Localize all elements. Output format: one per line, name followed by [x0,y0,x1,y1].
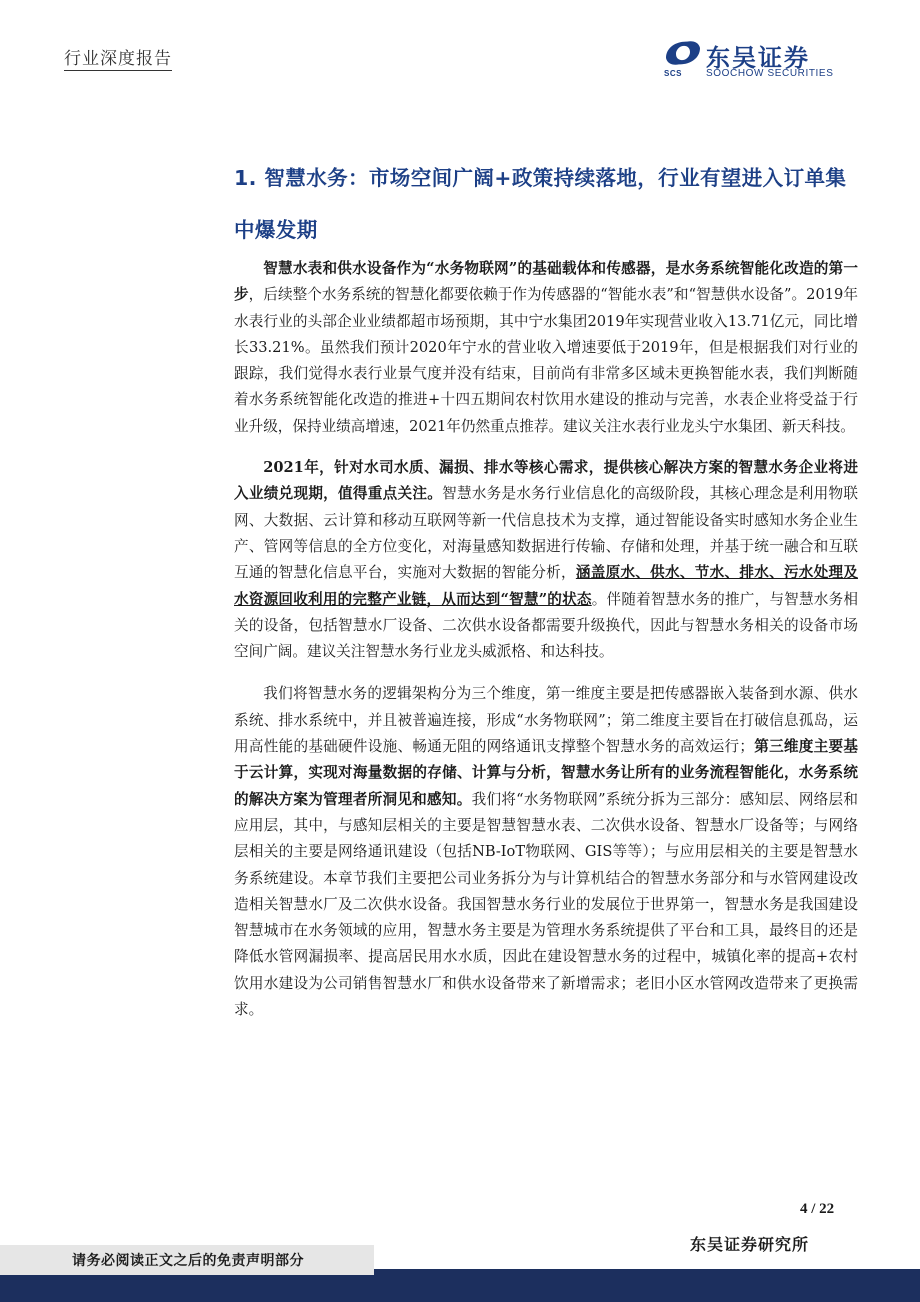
disclaimer-notice [0,1245,374,1275]
p3-bold-highlight: 第三维度主要基于云计算，实现对海量数据的存储、计算与分析，智慧水务让所有的业务流程智能化，水务系统的解决方案为管理者所洞见和感知。 [234,738,858,808]
page-number: 4 / 22 [800,1201,835,1217]
soochow-logo-icon [662,36,704,70]
p1-text: ，后续整个水务系统的智慧化都要依赖于作为传感器的“智能水表”和“智慧供水设备”。2019年水表行业的头部企业业绩都超市场预期，其中宁水集团2019年实现营业收入13.71亿元，同比增长33.21%。虽然我们预计2020年宁水的营业收入增速要低于2019年，但是根据我们对行业的跟踪，我们觉得水表行业景气度并没有结束，目前尚有非常多区域未更换智能水表，我们判断随着水务系统智能化改造的推进+十四五期间农村饮用水建设的推动与完善，水表企业将受益于行业升级，保持业绩高增速，2021年仍然重点推荐。建议关注水表行业龙头宁水集团、新天科技。 [234,286,858,435]
paragraph-smart-water-meters [234,256,858,440]
research-institute-name: 东吴证券研究所 [690,1235,810,1254]
p2-text-2: 。伴随着智慧水务的推广，与智慧水务相关的设备，包括智慧水厂设备、二次供水设备都需要升级换代，因此与智慧水务相关的设备市场空间广阔。建议关注智慧水务行业龙头威派格、和达科技。 [234,590,858,661]
report-body [234,256,858,1038]
paragraph-smart-water-2021 [234,455,858,665]
p2-bold-lead: 2021年，针对水司水质、漏损、排水等核心需求，提供核心解决方案的智慧水务企业将进入业绩兑现期，值得重点关注。 [234,459,858,503]
logo-chinese-name: 东吴证券 [706,44,810,72]
p3-text-1: 我们将智慧水务的逻辑架构分为三个维度，第一维度主要是把传感器嵌入装备到水源、供水系统、排水系统中，并且被普遍连接，形成“水务物联网”；第二维度主要旨在打破信息孤岛，运用高性能的基础硬件设施、畅通无阻的网络通讯支撑整个智慧水务的高效运行； [234,685,858,756]
p2-text-1: 智慧水务是水务行业信息化的高级阶段，其核心理念是利用物联网、大数据、云计算和移动互联网等新一代信息技术为支撑，通过智能设备实时感知水务企业生产、管网等信息的全方位变化，对海量感知数据进行传输、存储和处理，并基于统一融合和互联互通的智慧化信息平台，实施对大数据的智能分析， [234,485,858,582]
section-title: 1. 智慧水务：市场空间广阔+政策持续落地，行业有望进入订单集中爆发期 [234,166,847,242]
brand-logo [660,36,860,84]
logo-english-name: SOOCHOW SECURITIES [706,68,834,79]
p2-bold-highlight: 涵盖原水、供水、节水、排水、污水处理及水资源回收利用的完整产业链，从而达到“智慧”的状态 [234,564,858,608]
p1-bold-lead: 智慧水表和供水设备作为“水务物联网”的基础载体和传感器，是水务系统智能化改造的第一步 [234,260,858,304]
p3-text-2: 我们将“水务物联网”系统分拆为三部分：感知层、网络层和应用层，其中，与感知层相关的主要是智慧智慧水表、二次供水设备、智慧水厂设备等；与网络层相关的主要是网络通讯建设（包括NB-IoT物联网、GIS等等）；与应用层相关的主要是智慧水务系统建设。本章节我们主要把公司业务拆分为与计算机结合的智慧水务部分和与水管网建设改造相关智慧水厂及二次供水设备。我国智慧水务行业的发展位于世界第一，智慧水务是我国建设智慧城市在水务领域的应用，智慧水务主要是为管理水务系统提供了平台和工具，最终目的还是降低水管网漏损率、提高居民用水水质，因此在建设智慧水务的过程中，城镇化率的提高+农村饮用水建设为公司销售智慧水厂和供水设备带来了新增需求；老旧小区水管网改造带来了更换需求。 [234,790,858,1019]
logo-abbreviation: SCS [664,69,682,78]
disclaimer-text: 请务必阅读正文之后的免责声明部分 [72,1253,304,1269]
paragraph-logic-architecture [234,681,858,1023]
report-type-label: 行业深度报告 [64,44,172,71]
